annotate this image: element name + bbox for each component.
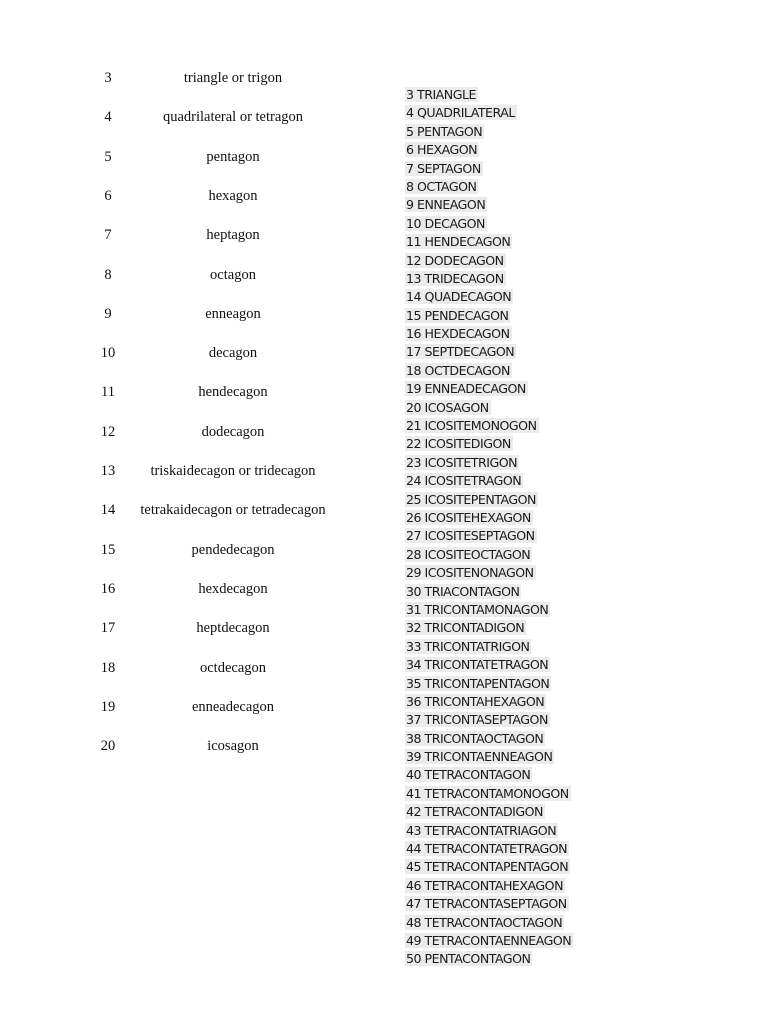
list-item-label: 50 PENTACONTAGON [406, 951, 531, 967]
polygon-name: hendecagon [198, 384, 268, 401]
list-item-label: 8 OCTAGON [406, 178, 477, 194]
list-item-label: 28 ICOSITEOCTAGON [406, 546, 531, 562]
list-item [405, 362, 705, 380]
list-item [405, 914, 705, 932]
polygon-name: enneadecagon [191, 698, 275, 715]
list-item-label: 3 TRIANGLE [406, 87, 476, 102]
list-item [405, 932, 705, 950]
list-item-label: 19 ENNEADECAGON [406, 381, 526, 397]
table-row [78, 461, 368, 481]
table-row [78, 540, 368, 560]
polygon-sides-number: 6 [104, 187, 112, 204]
list-item [405, 123, 705, 141]
list-item [405, 141, 705, 159]
polygon-sides-number: 7 [104, 227, 112, 244]
polygon-name: decagon [208, 345, 258, 362]
polygon-sides-number: 15 [100, 541, 116, 558]
table-row [78, 382, 368, 402]
list-item [405, 675, 705, 693]
list-item [405, 822, 705, 840]
polygon-sides-number: 11 [101, 384, 115, 401]
list-item-label: 27 ICOSITESEPTAGON [406, 528, 535, 544]
list-item [405, 343, 705, 361]
polygon-sides-number: 10 [100, 345, 116, 362]
list-item-label: 41 TETRACONTAMONOGON [406, 785, 569, 801]
list-item-label: 48 TETRACONTAOCTAGON [406, 914, 563, 930]
list-item-label: 31 TRICONTAMONAGON [406, 601, 549, 617]
table-row [78, 422, 368, 442]
list-item-label: 16 HEXDECAGON [406, 326, 510, 342]
polygon-name: heptagon [206, 227, 260, 244]
polygon-sides-number: 20 [100, 738, 116, 755]
list-item-label: 35 TRICONTAPENTAGON [406, 675, 550, 691]
list-item-label: 22 ICOSITEDIGON [406, 436, 511, 452]
list-item [405, 233, 705, 251]
list-item [405, 766, 705, 784]
polygon-sides-number: 16 [100, 580, 116, 597]
list-item-label: 10 DECAGON [406, 215, 485, 231]
list-item [405, 877, 705, 895]
polygon-name: dodecagon [201, 423, 265, 440]
list-item [405, 472, 705, 490]
list-item-label: 24 ICOSITETRAGON [406, 473, 522, 489]
list-item [405, 417, 705, 435]
list-item [405, 638, 705, 656]
list-item [405, 803, 705, 821]
list-item-label: 44 TETRACONTATETRAGON [406, 841, 568, 857]
list-item [405, 583, 705, 601]
list-item-label: 39 TRICONTAENNEAGON [406, 749, 553, 765]
list-item [405, 785, 705, 803]
polygon-sides-number: 9 [104, 305, 112, 322]
polygon-sides-number: 19 [100, 698, 116, 715]
table-row [78, 343, 368, 363]
list-item-label: 7 SEPTAGON [406, 160, 481, 176]
polygon-name: tetrakaidecagon or tetradecagon [140, 502, 326, 519]
list-item-label: 17 SEPTDECAGON [406, 344, 515, 360]
list-item-label: 43 TETRACONTATRIAGON [406, 822, 557, 838]
list-item [405, 435, 705, 453]
polygon-sides-number: 12 [100, 423, 116, 440]
polygon-name: pentagon [206, 148, 260, 165]
polygon-name: enneagon [205, 305, 261, 322]
list-item-label: 12 DODECAGON [406, 252, 504, 268]
list-item [405, 730, 705, 748]
list-item-label: 34 TRICONTATETRAGON [406, 657, 549, 673]
list-item-label: 6 HEXAGON [406, 142, 478, 158]
table-row [78, 68, 368, 88]
polygon-name: hexdecagon [198, 580, 268, 597]
polygon-sides-number: 5 [104, 148, 112, 165]
list-item [405, 380, 705, 398]
polygon-name: octdecagon [199, 659, 267, 676]
list-item-label: 15 PENDECAGON [406, 307, 509, 323]
list-item-label: 40 TETRACONTAGON [406, 767, 531, 783]
polygon-name: pendedecagon [191, 541, 275, 558]
list-item-label: 29 ICOSITENONAGON [406, 565, 534, 581]
list-item-label: 9 ENNEAGON [406, 197, 486, 213]
list-item [405, 325, 705, 343]
list-item [405, 546, 705, 564]
list-item-label: 11 HENDECAGON [406, 234, 511, 250]
list-item [405, 619, 705, 637]
list-item-label: 26 ICOSITEHEXAGON [406, 509, 531, 525]
list-item-label: 20 ICOSAGON [406, 399, 489, 415]
table-row [78, 697, 368, 717]
list-item-label: 30 TRIACONTAGON [406, 583, 520, 599]
list-item-label: 46 TETRACONTAHEXAGON [406, 877, 564, 893]
list-item [405, 858, 705, 876]
polygon-name: hexagon [208, 187, 258, 204]
list-item [405, 601, 705, 619]
table-row [78, 736, 368, 756]
table-row [78, 265, 368, 285]
polygon-sides-number: 8 [104, 266, 112, 283]
list-item [405, 196, 705, 214]
list-item-label: 4 QUADRILATERAL [406, 105, 515, 121]
list-item-label: 5 PENTAGON [406, 123, 483, 139]
list-item [405, 693, 705, 711]
list-item [405, 454, 705, 472]
polygon-sides-number: 3 [104, 70, 112, 86]
list-item-label: 38 TRICONTAOCTAGON [406, 730, 544, 746]
list-item-label: 13 TRIDECAGON [406, 270, 504, 286]
list-item [405, 656, 705, 674]
list-item-label: 32 TRICONTADIGON [406, 620, 525, 636]
list-item [405, 895, 705, 913]
polygon-name: triangle or trigon [183, 70, 283, 86]
list-item-label: 45 TETRACONTAPENTAGON [406, 859, 569, 875]
polygon-sides-number: 14 [100, 502, 116, 519]
table-row [78, 658, 368, 678]
list-item [405, 160, 705, 178]
list-item [405, 270, 705, 288]
list-item [405, 711, 705, 729]
polygon-name: triskaidecagon or tridecagon [150, 463, 316, 479]
polygon-names-list [405, 86, 705, 969]
list-item-label: 37 TRICONTASEPTAGON [406, 712, 548, 728]
list-item [405, 564, 705, 582]
list-item [405, 215, 705, 233]
list-item [405, 950, 705, 968]
table-row [78, 304, 368, 324]
list-item-label: 49 TETRACONTAENNEAGON [406, 932, 572, 948]
polygon-name: quadrilateral or tetragon [162, 109, 304, 126]
table-row [78, 186, 368, 206]
polygon-sides-number: 13 [100, 463, 116, 479]
list-item [405, 288, 705, 306]
table-row [78, 618, 368, 638]
list-item [405, 307, 705, 325]
table-row [78, 107, 368, 127]
list-item-label: 25 ICOSITEPENTAGON [406, 491, 536, 507]
list-item-label: 36 TRICONTAHEXAGON [406, 693, 545, 709]
list-item [405, 527, 705, 545]
table-row [78, 500, 368, 520]
list-item [405, 104, 705, 122]
list-item-label: 33 TRICONTATRIGON [406, 638, 530, 654]
list-item [405, 86, 705, 104]
list-item-label: 18 OCTDECAGON [406, 362, 510, 378]
list-item [405, 399, 705, 417]
list-item-label: 47 TETRACONTASEPTAGON [406, 896, 567, 912]
list-item [405, 748, 705, 766]
polygon-name: icosagon [207, 738, 259, 755]
list-item-label: 23 ICOSITETRIGON [406, 454, 518, 470]
list-item-label: 21 ICOSITEMONOGON [406, 418, 537, 434]
list-item [405, 178, 705, 196]
list-item [405, 491, 705, 509]
polygon-sides-number: 18 [100, 659, 116, 676]
table-row [78, 225, 368, 245]
list-item-label: 42 TETRACONTADIGON [406, 804, 543, 820]
table-row [78, 579, 368, 599]
list-item [405, 840, 705, 858]
polygon-sides-number: 4 [104, 109, 112, 126]
list-item [405, 509, 705, 527]
table-row [78, 147, 368, 167]
polygon-name: heptdecagon [196, 620, 270, 637]
polygon-name: octagon [210, 266, 256, 283]
polygon-sides-number: 17 [100, 620, 116, 637]
list-item-label: 14 QUADECAGON [406, 289, 512, 305]
list-item [405, 252, 705, 270]
